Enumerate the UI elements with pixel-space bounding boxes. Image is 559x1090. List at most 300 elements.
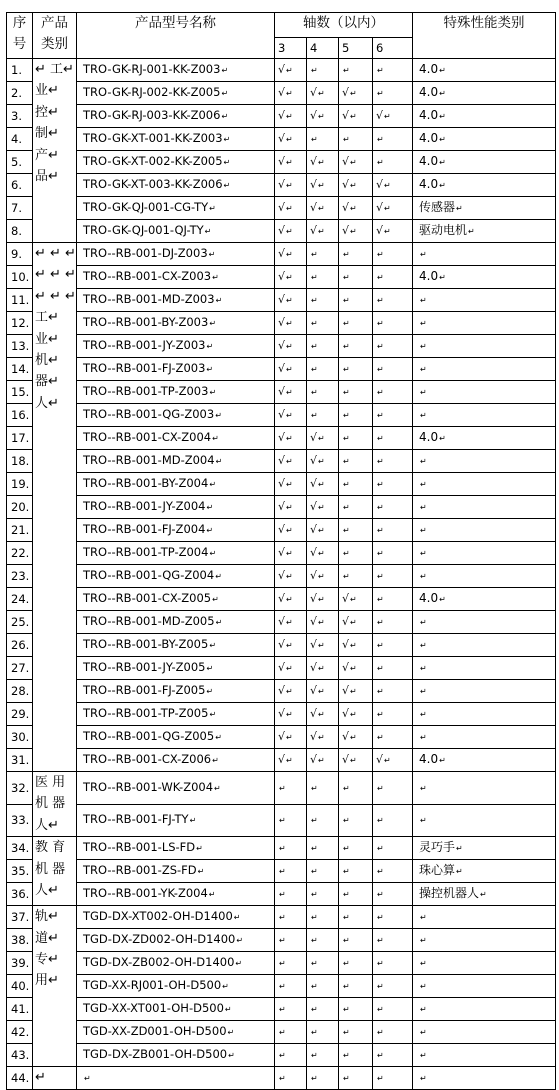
special-feature-cell — [413, 519, 556, 542]
axis-cell — [339, 450, 373, 473]
paragraph-mark-icon: ↵ — [377, 411, 384, 420]
paragraph-mark-icon: ↵ — [228, 1051, 235, 1061]
model-name-cell — [77, 197, 275, 220]
axis-cell — [275, 197, 307, 220]
axis-cell — [339, 381, 373, 404]
row-number: 19. — [7, 473, 33, 496]
paragraph-mark-icon: ↵ — [286, 388, 293, 397]
checkmark-icon: √ — [342, 155, 350, 168]
table-row — [7, 929, 556, 952]
model-name-cell — [77, 427, 275, 450]
axis-cell — [275, 105, 307, 128]
axis-cell — [373, 1067, 413, 1090]
special-feature-cell — [413, 105, 556, 128]
paragraph-mark-icon: ↵ — [197, 867, 205, 877]
paragraph-mark-icon: ↵ — [439, 112, 446, 121]
paragraph-mark-icon: ↵ — [215, 572, 222, 581]
checkmark-icon: √ — [278, 638, 286, 651]
axis-cell — [307, 519, 339, 542]
paragraph-mark-icon: ↵ — [350, 710, 357, 719]
checkmark-icon: √ — [376, 201, 384, 214]
model-name-cell — [77, 611, 275, 634]
axis-cell — [275, 542, 307, 565]
header-no: 序号 — [7, 13, 33, 59]
table-row — [7, 128, 556, 151]
model-name-cell — [77, 1044, 275, 1067]
axis-cell — [275, 1067, 307, 1090]
axis-cell — [339, 243, 373, 266]
special-feature-cell — [413, 703, 556, 726]
special-feature-cell — [413, 611, 556, 634]
axis-cell — [275, 906, 307, 929]
paragraph-mark-icon: ↵ — [209, 641, 217, 650]
model-name-text: TRO--RB-001-MD-Z005 — [83, 614, 215, 628]
model-name-cell — [77, 975, 275, 998]
row-number: 18. — [7, 450, 33, 473]
checkmark-icon: √ — [310, 615, 318, 628]
paragraph-mark-icon: ↵ — [286, 365, 293, 374]
paragraph-mark-icon: ↵ — [215, 457, 223, 466]
paragraph-mark-icon: ↵ — [279, 816, 286, 826]
axis-cell — [307, 243, 339, 266]
special-feature-text: 4.0 — [419, 154, 439, 168]
axis-cell — [373, 519, 413, 542]
model-name-text: TRO-GK-XT-003-KK-Z006 — [83, 177, 223, 191]
table-row — [7, 772, 556, 805]
paragraph-mark-icon: ↵ — [279, 982, 286, 992]
axis-cell — [275, 860, 307, 883]
axis-cell — [307, 588, 339, 611]
table-row — [7, 860, 556, 883]
paragraph-mark-icon: ↵ — [377, 273, 384, 282]
paragraph-mark-icon: ↵ — [350, 112, 357, 121]
special-feature-cell — [413, 883, 556, 906]
paragraph-mark-icon: ↵ — [377, 783, 384, 793]
paragraph-mark-icon: ↵ — [377, 641, 384, 650]
axis-cell — [339, 804, 373, 837]
checkmark-icon: √ — [310, 592, 318, 605]
special-feature-text: 4.0 — [419, 108, 439, 122]
special-feature-cell — [413, 220, 556, 243]
paragraph-mark-icon: ↵ — [209, 204, 216, 213]
special-feature-cell — [413, 151, 556, 174]
row-number: 33. — [7, 804, 33, 837]
model-name-cell — [77, 726, 275, 749]
paragraph-mark-icon: ↵ — [286, 457, 293, 466]
paragraph-mark-icon: ↵ — [377, 936, 384, 946]
paragraph-mark-icon: ↵ — [311, 1051, 318, 1061]
paragraph-mark-icon: ↵ — [343, 816, 350, 826]
axis-cell — [373, 657, 413, 680]
paragraph-mark-icon: ↵ — [420, 1005, 427, 1015]
axis-cell — [275, 929, 307, 952]
paragraph-mark-icon: ↵ — [221, 66, 229, 75]
special-feature-text: 操控机器人 — [419, 886, 480, 901]
checkmark-icon: √ — [342, 592, 350, 605]
paragraph-mark-icon: ↵ — [343, 434, 350, 443]
paragraph-mark-icon: ↵ — [439, 66, 446, 75]
checkmark-icon: √ — [278, 523, 286, 536]
checkmark-icon: √ — [278, 155, 286, 168]
model-name-text: TRO--RB-001-CX-Z004 — [83, 430, 212, 444]
paragraph-mark-icon: ↵ — [318, 227, 325, 236]
paragraph-mark-icon: ↵ — [279, 959, 286, 969]
checkmark-icon: √ — [342, 109, 350, 122]
special-feature-text: 珠心算 — [419, 863, 456, 878]
axis-cell — [339, 197, 373, 220]
checkmark-icon: √ — [310, 730, 318, 743]
checkmark-icon: √ — [278, 454, 286, 467]
paragraph-mark-icon: ↵ — [420, 526, 427, 535]
row-number: 20. — [7, 496, 33, 519]
axis-cell — [339, 634, 373, 657]
model-name-cell — [77, 358, 275, 381]
model-name-cell — [77, 565, 275, 588]
checkmark-icon: √ — [310, 109, 318, 122]
model-name-text: TRO--RB-001-ZS-FD — [83, 863, 197, 878]
axis-cell — [307, 335, 339, 358]
special-feature-cell — [413, 197, 556, 220]
axis-cell — [373, 197, 413, 220]
paragraph-mark-icon: ↵ — [206, 342, 214, 351]
paragraph-mark-icon: ↵ — [377, 959, 384, 969]
table-row — [7, 450, 556, 473]
checkmark-icon: √ — [310, 753, 318, 766]
checkmark-icon: √ — [310, 178, 318, 191]
axis-cell — [373, 450, 413, 473]
row-number: 43. — [7, 1044, 33, 1067]
model-name-cell — [77, 804, 275, 837]
axis-cell — [275, 565, 307, 588]
table-row — [7, 998, 556, 1021]
axis-cell — [339, 151, 373, 174]
model-name-cell — [77, 404, 275, 427]
axis-cell — [373, 906, 413, 929]
axis-cell — [339, 496, 373, 519]
axis-cell — [307, 496, 339, 519]
axis-cell — [275, 335, 307, 358]
paragraph-mark-icon: ↵ — [343, 549, 350, 558]
paragraph-mark-icon: ↵ — [343, 457, 350, 466]
special-feature-text: 4.0 — [419, 131, 439, 145]
row-number: 36. — [7, 883, 33, 906]
paragraph-mark-icon: ↵ — [420, 342, 427, 351]
axis-cell — [275, 128, 307, 151]
axis-cell — [307, 1044, 339, 1067]
model-name-cell — [77, 952, 275, 975]
checkmark-icon: √ — [342, 178, 350, 191]
axis-cell — [339, 680, 373, 703]
axis-cell — [275, 588, 307, 611]
axis-cell — [373, 611, 413, 634]
category-cell: ↵ — [33, 1067, 77, 1090]
special-feature-cell — [413, 634, 556, 657]
category-cell: 轨↵ 道↵ 专↵ 用↵ — [33, 906, 77, 1067]
axis-cell — [307, 1067, 339, 1090]
category-cell: 医 用 机 器 人↵ — [33, 772, 77, 837]
model-name-cell — [77, 128, 275, 151]
axis-cell — [339, 883, 373, 906]
row-number: 44. — [7, 1067, 33, 1090]
row-number: 23. — [7, 565, 33, 588]
special-feature-cell — [413, 588, 556, 611]
paragraph-mark-icon: ↵ — [377, 549, 384, 558]
model-name-cell — [77, 772, 275, 805]
paragraph-mark-icon: ↵ — [439, 434, 446, 443]
checkmark-icon: √ — [278, 339, 286, 352]
row-number: 34. — [7, 837, 33, 860]
model-name-text: TRO--RB-001-MD-Z003 — [83, 292, 215, 306]
model-name-text: TRO--RB-001-FJ-Z003 — [83, 361, 206, 375]
paragraph-mark-icon: ↵ — [377, 733, 384, 742]
model-name-cell — [77, 657, 275, 680]
paragraph-mark-icon: ↵ — [343, 250, 350, 259]
axis-cell — [275, 657, 307, 680]
row-number: 8. — [7, 220, 33, 243]
axis-cell — [339, 427, 373, 450]
axis-cell — [373, 266, 413, 289]
model-name-cell — [77, 634, 275, 657]
axis-cell — [307, 952, 339, 975]
paragraph-mark-icon: ↵ — [343, 783, 350, 793]
special-feature-cell — [413, 657, 556, 680]
paragraph-mark-icon: ↵ — [286, 526, 293, 535]
axis-cell — [339, 565, 373, 588]
axis-cell — [339, 404, 373, 427]
axis-cell — [373, 404, 413, 427]
special-feature-text: 4.0 — [419, 430, 439, 444]
axis-cell — [339, 473, 373, 496]
axis-cell — [339, 358, 373, 381]
paragraph-mark-icon: ↵ — [311, 867, 318, 877]
axis-cell — [373, 427, 413, 450]
model-name-cell — [77, 59, 275, 82]
paragraph-mark-icon: ↵ — [350, 89, 357, 98]
axis-cell — [373, 220, 413, 243]
table-row — [7, 588, 556, 611]
paragraph-mark-icon: ↵ — [311, 783, 318, 793]
checkmark-icon: √ — [278, 431, 286, 444]
table-row — [7, 151, 556, 174]
axis-cell — [373, 312, 413, 335]
paragraph-mark-icon: ↵ — [343, 135, 350, 144]
axis-cell — [275, 519, 307, 542]
paragraph-mark-icon: ↵ — [468, 227, 475, 236]
row-number: 9. — [7, 243, 33, 266]
paragraph-mark-icon: ↵ — [420, 1074, 427, 1084]
paragraph-mark-icon: ↵ — [343, 1028, 350, 1038]
paragraph-mark-icon: ↵ — [439, 158, 446, 167]
model-name-cell — [77, 860, 275, 883]
paragraph-mark-icon: ↵ — [223, 158, 231, 167]
paragraph-mark-icon: ↵ — [318, 618, 325, 627]
model-name-text: TRO--RB-001-BY-Z004 — [83, 476, 209, 490]
axis-cell — [373, 929, 413, 952]
special-feature-cell — [413, 929, 556, 952]
paragraph-mark-icon: ↵ — [286, 227, 293, 236]
paragraph-mark-icon: ↵ — [286, 733, 293, 742]
paragraph-mark-icon: ↵ — [377, 503, 384, 512]
paragraph-mark-icon: ↵ — [420, 687, 427, 696]
model-name-text: TGD-DX-ZB001-OH-D500 — [83, 1047, 228, 1062]
axis-cell — [307, 128, 339, 151]
paragraph-mark-icon: ↵ — [350, 595, 357, 604]
table-row — [7, 906, 556, 929]
model-name-text: TRO--RB-001-LS-FD — [83, 840, 196, 855]
axis-cell — [339, 975, 373, 998]
paragraph-mark-icon: ↵ — [212, 595, 219, 604]
paragraph-mark-icon: ↵ — [223, 181, 231, 190]
paragraph-mark-icon: ↵ — [377, 982, 384, 992]
row-number: 26. — [7, 634, 33, 657]
axis-cell — [339, 1044, 373, 1067]
checkmark-icon: √ — [278, 132, 286, 145]
checkmark-icon: √ — [376, 224, 384, 237]
axis-cell — [275, 998, 307, 1021]
paragraph-mark-icon: ↵ — [456, 867, 463, 877]
paragraph-mark-icon: ↵ — [377, 250, 384, 259]
axis-cell — [339, 1067, 373, 1090]
axis-cell — [339, 519, 373, 542]
paragraph-mark-icon: ↵ — [350, 227, 357, 236]
special-feature-text: 4.0 — [419, 269, 439, 283]
paragraph-mark-icon: ↵ — [377, 1028, 384, 1038]
special-feature-text: 传感器 — [419, 200, 456, 214]
axis-cell — [275, 381, 307, 404]
paragraph-mark-icon: ↵ — [84, 1074, 91, 1084]
special-feature-cell — [413, 860, 556, 883]
axis-cell — [275, 289, 307, 312]
axis-cell — [373, 703, 413, 726]
paragraph-mark-icon: ↵ — [279, 890, 286, 900]
paragraph-mark-icon: ↵ — [279, 1028, 286, 1038]
special-feature-cell — [413, 128, 556, 151]
model-name-cell — [77, 588, 275, 611]
paragraph-mark-icon: ↵ — [206, 503, 214, 512]
paragraph-mark-icon: ↵ — [286, 710, 293, 719]
paragraph-mark-icon: ↵ — [215, 411, 222, 420]
header-special: 特殊性能类别 — [413, 13, 556, 59]
axis-cell — [275, 1021, 307, 1044]
checkmark-icon: √ — [342, 730, 350, 743]
paragraph-mark-icon: ↵ — [311, 411, 318, 420]
table-row — [7, 82, 556, 105]
axis-cell — [373, 680, 413, 703]
special-feature-cell — [413, 1021, 556, 1044]
paragraph-mark-icon: ↵ — [286, 296, 293, 305]
special-feature-cell — [413, 450, 556, 473]
table-row — [7, 837, 556, 860]
model-name-text: TRO-GK-XT-001-KK-Z003 — [83, 131, 223, 145]
axis-cell — [307, 59, 339, 82]
paragraph-mark-icon: ↵ — [343, 890, 350, 900]
special-feature-cell — [413, 952, 556, 975]
paragraph-mark-icon: ↵ — [212, 434, 219, 443]
axis-cell — [275, 427, 307, 450]
axis-cell — [339, 1021, 373, 1044]
table-row — [7, 427, 556, 450]
paragraph-mark-icon: ↵ — [286, 434, 293, 443]
paragraph-mark-icon: ↵ — [318, 526, 325, 535]
axis-cell — [275, 975, 307, 998]
paragraph-mark-icon: ↵ — [350, 756, 357, 765]
model-name-cell — [77, 680, 275, 703]
paragraph-mark-icon: ↵ — [420, 816, 427, 826]
axis-cell — [307, 749, 339, 772]
paragraph-mark-icon: ↵ — [343, 319, 350, 328]
row-number: 31. — [7, 749, 33, 772]
paragraph-mark-icon: ↵ — [286, 549, 293, 558]
model-name-text: TRO--RB-001-FJ-Z005 — [83, 683, 206, 697]
paragraph-mark-icon: ↵ — [377, 457, 384, 466]
paragraph-mark-icon: ↵ — [318, 112, 325, 121]
paragraph-mark-icon: ↵ — [377, 342, 384, 351]
model-name-text: TRO--RB-001-JY-Z003 — [83, 338, 206, 352]
header-axes: 轴数（以内） — [275, 13, 413, 38]
table-row — [7, 542, 556, 565]
paragraph-mark-icon: ↵ — [377, 595, 384, 604]
paragraph-mark-icon: ↵ — [311, 982, 318, 992]
paragraph-mark-icon: ↵ — [377, 890, 384, 900]
row-number: 6. — [7, 174, 33, 197]
checkmark-icon: √ — [376, 109, 384, 122]
model-name-text: TRO--RB-001-FJ-Z004 — [83, 522, 206, 536]
paragraph-mark-icon: ↵ — [318, 434, 325, 443]
paragraph-mark-icon: ↵ — [420, 319, 427, 328]
paragraph-mark-icon: ↵ — [350, 158, 357, 167]
model-name-cell — [77, 289, 275, 312]
axis-cell — [275, 634, 307, 657]
paragraph-mark-icon: ↵ — [311, 890, 318, 900]
paragraph-mark-icon: ↵ — [420, 388, 427, 397]
axis-cell — [373, 82, 413, 105]
axis-cell — [373, 565, 413, 588]
checkmark-icon: √ — [278, 86, 286, 99]
paragraph-mark-icon: ↵ — [377, 913, 384, 923]
paragraph-mark-icon: ↵ — [311, 365, 318, 374]
table-row — [7, 358, 556, 381]
paragraph-mark-icon: ↵ — [209, 480, 217, 489]
paragraph-mark-icon: ↵ — [384, 227, 391, 236]
model-name-text: TGD-XX-XT001-OH-D500 — [83, 1001, 224, 1016]
paragraph-mark-icon: ↵ — [286, 618, 293, 627]
special-feature-text: 4.0 — [419, 752, 439, 766]
axis-cell — [307, 611, 339, 634]
paragraph-mark-icon: ↵ — [208, 890, 216, 900]
checkmark-icon: √ — [310, 638, 318, 651]
model-name-cell — [77, 1021, 275, 1044]
paragraph-mark-icon: ↵ — [311, 816, 318, 826]
row-number: 40. — [7, 975, 33, 998]
special-feature-cell — [413, 542, 556, 565]
axis-cell — [373, 772, 413, 805]
axis-cell — [275, 804, 307, 837]
category-cell: ↵ 工↵ 业↵ 控↵ 制↵ 产↵ 品↵ — [33, 59, 77, 243]
checkmark-icon: √ — [278, 661, 286, 674]
paragraph-mark-icon: ↵ — [343, 503, 350, 512]
row-number: 27. — [7, 657, 33, 680]
axis-cell — [307, 929, 339, 952]
model-name-text: TRO--RB-001-WK-Z004 — [83, 779, 214, 794]
axis-cell — [373, 289, 413, 312]
model-name-text: TRO--RB-001-BY-Z003 — [83, 315, 209, 329]
paragraph-mark-icon: ↵ — [318, 687, 325, 696]
special-feature-cell — [413, 680, 556, 703]
table-row — [7, 565, 556, 588]
paragraph-mark-icon: ↵ — [286, 503, 293, 512]
special-feature-cell — [413, 59, 556, 82]
paragraph-mark-icon: ↵ — [318, 480, 325, 489]
